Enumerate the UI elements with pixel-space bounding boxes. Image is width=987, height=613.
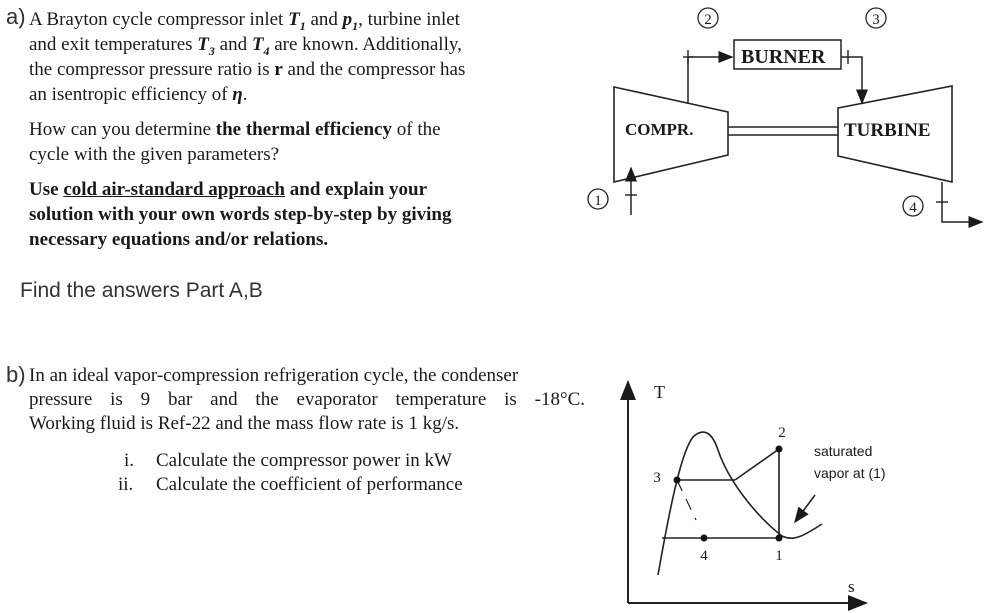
part-b-item-1: i. Calculate the compressor power in kW <box>124 450 452 471</box>
brayton-cycle-diagram <box>570 0 987 250</box>
part-a-label: a) <box>6 4 26 29</box>
part-b-label: b) <box>6 362 26 387</box>
svg-text:4: 4 <box>909 200 917 216</box>
part-b-line-1: In an ideal vapor-compression refrigeration cycle, the condenser <box>29 365 519 386</box>
state-2-label: 2 <box>778 425 786 441</box>
burner-label: BURNER <box>741 46 826 68</box>
state-2-marker <box>698 8 718 28</box>
state-3-label: 3 <box>653 470 661 486</box>
s-axis-label: s <box>848 577 855 596</box>
state-1-label: 1 <box>775 548 783 564</box>
part-b-line-3: Working fluid is Ref-22 and the mass flow rate is 1 kg/s. <box>29 413 460 434</box>
t-axis-label: T <box>654 382 665 402</box>
state-2-point <box>776 446 783 453</box>
state-3-marker <box>866 8 886 28</box>
part-b-line-2: pressure is 9 bar and the evaporator temperature is -18°C. <box>29 389 585 410</box>
part-a-line-3: the compressor pressure ratio is r and the compressor has <box>29 59 466 80</box>
saturation-dome <box>658 432 822 575</box>
compressor-label: COMPR. <box>625 120 694 139</box>
question-line-2: cycle with the given parameters? <box>29 144 280 165</box>
instruction-line-1: Use cold air-standard approach and explain your <box>29 179 428 200</box>
part-a-line-2: and exit temperatures $T_3$ and $T_4$ are known. Additionally, <box>29 34 462 58</box>
flow-line-3 <box>841 57 862 103</box>
instruction-line-2: solution with your own words step-by-step by giving <box>29 204 452 225</box>
ts-diagram <box>600 370 987 613</box>
svg-text:2: 2 <box>704 12 712 28</box>
annotation-arrow <box>795 495 815 522</box>
part-b-item-2: ii. Calculate the coefficient of performance <box>118 474 463 495</box>
state-1-point <box>776 535 783 542</box>
state-3-point <box>674 477 681 484</box>
turbine-label: TURBINE <box>844 120 931 141</box>
state-1-marker <box>588 189 608 209</box>
state-4-point <box>701 535 708 542</box>
process-2-3-desuperheat <box>735 449 779 480</box>
svg-text:3: 3 <box>872 12 880 28</box>
find-answers-note: Find the answers Part A,B <box>20 279 263 302</box>
part-a-line-4: an isentropic efficiency of η. <box>29 84 248 105</box>
process-3-4-throttle <box>677 480 696 520</box>
state-4-label: 4 <box>700 548 708 564</box>
annotation-line-2: vapor at (1) <box>814 465 886 481</box>
annotation-line-1: saturated <box>814 443 873 459</box>
part-a-line-1: A Brayton cycle compressor inlet $T_1$ and $p_1$, turbine inlet <box>29 9 460 33</box>
question-line-1: How can you determine the thermal efficiency of the <box>29 119 441 140</box>
flow-line-2 <box>688 57 732 104</box>
svg-text:1: 1 <box>594 193 602 209</box>
instruction-line-3: necessary equations and/or relations. <box>29 229 329 250</box>
state-4-marker <box>903 196 923 216</box>
